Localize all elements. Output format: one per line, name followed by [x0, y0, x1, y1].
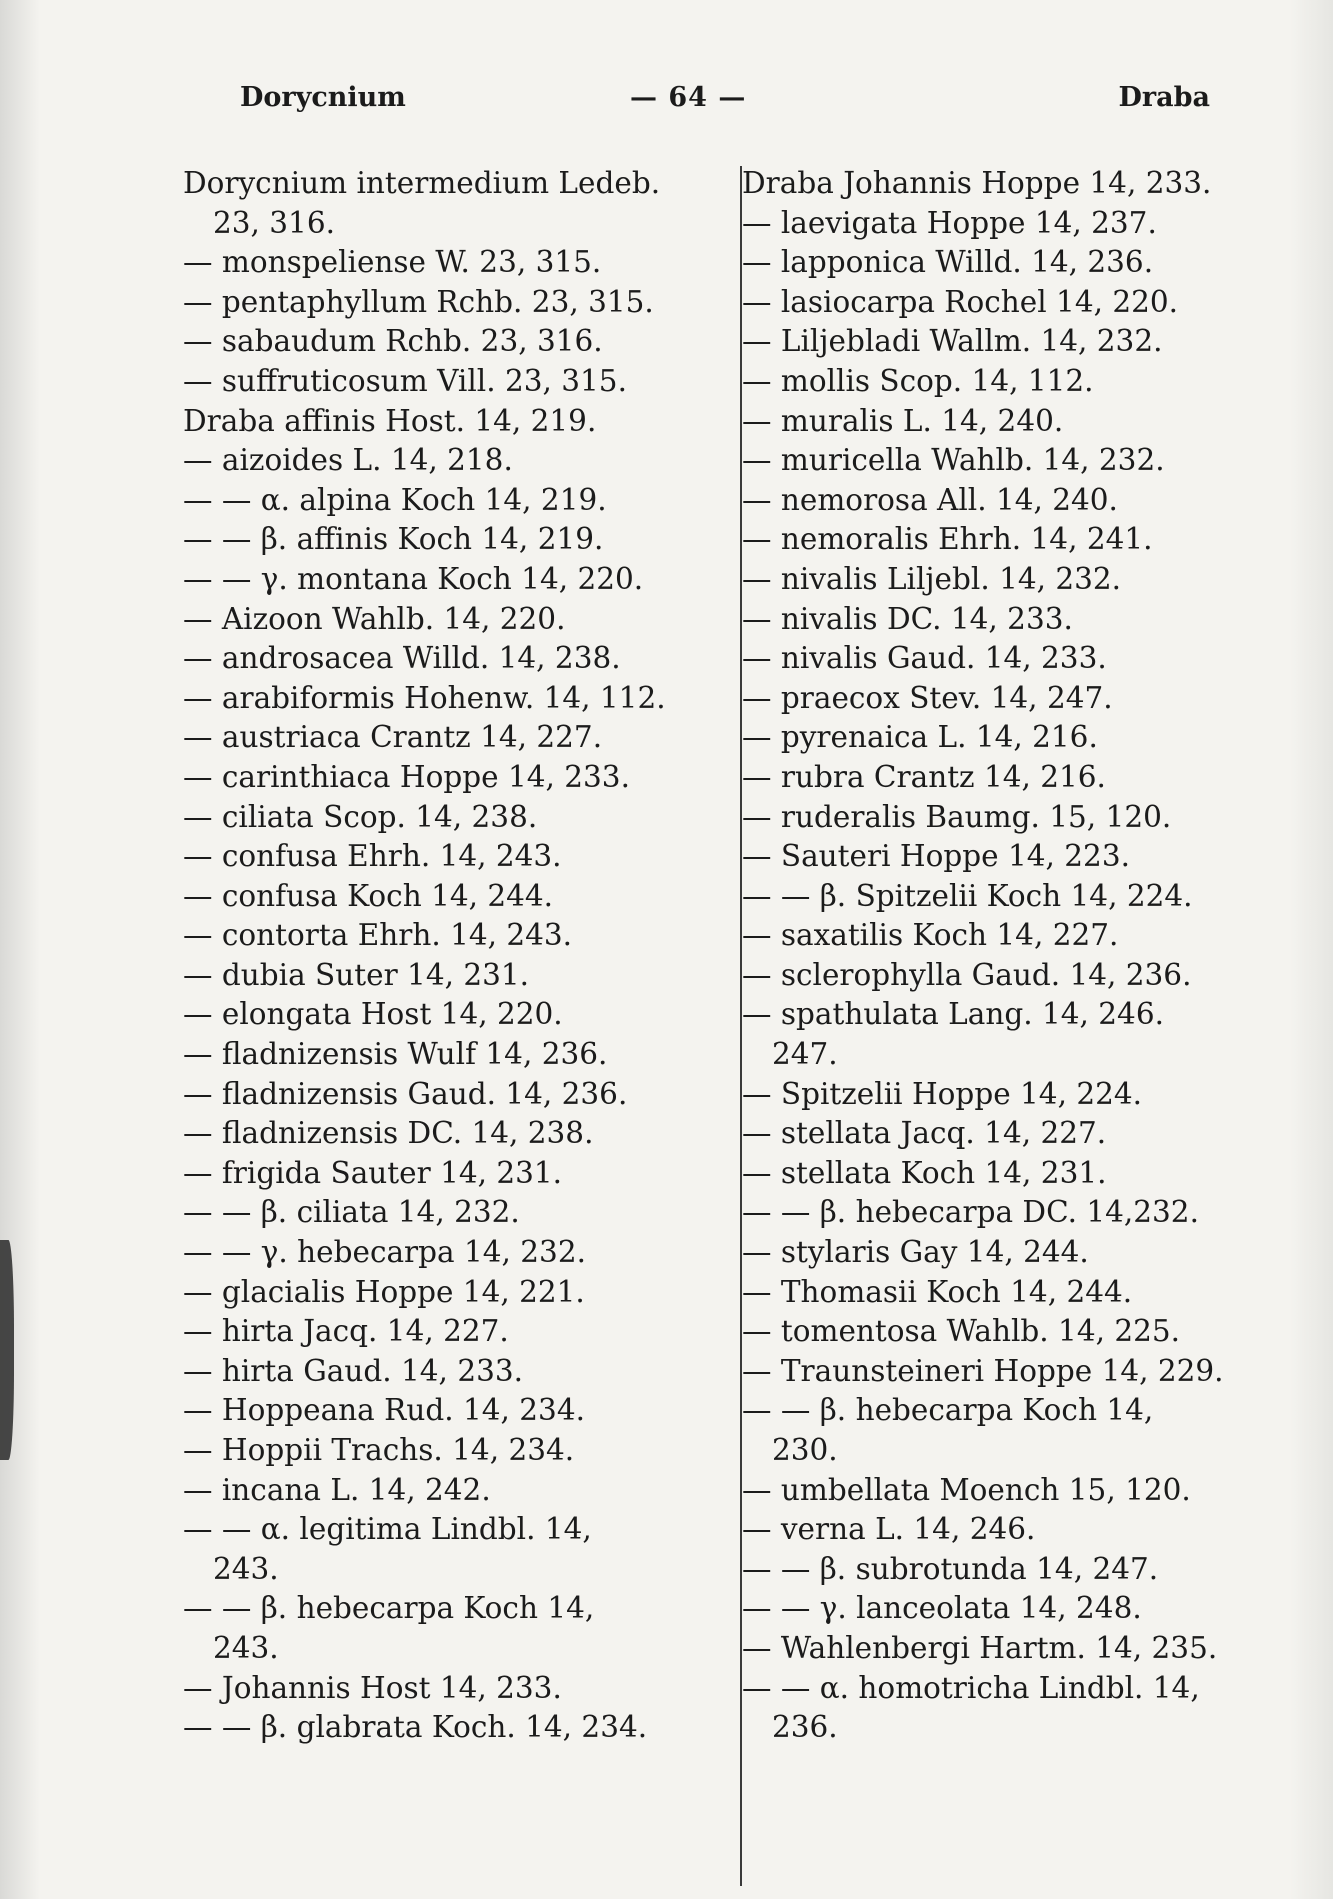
index-entry: — — β. hebecarpa Koch 14,: [742, 1393, 1154, 1428]
index-entry: — carinthiaca Hoppe 14, 233.: [183, 759, 630, 794]
index-entry: — hirta Jacq. 14, 227.: [183, 1314, 509, 1349]
index-entry: — tomentosa Wahlb. 14, 225.: [742, 1314, 1181, 1349]
index-entry: — spathulata Lang. 14, 246.: [742, 997, 1164, 1032]
index-entry: — muricella Wahlb. 14, 232.: [742, 443, 1165, 478]
index-entry: — suffruticosum Vill. 23, 315.: [183, 363, 627, 398]
header-left-word: Dorycnium: [240, 82, 406, 113]
index-entry: 243.: [213, 1630, 279, 1665]
running-header: [240, 82, 1210, 122]
index-entry: — fladnizensis DC. 14, 238.: [183, 1116, 594, 1151]
index-entry: — — α. alpina Koch 14, 219.: [183, 482, 607, 517]
index-entry: — hirta Gaud. 14, 233.: [183, 1353, 523, 1388]
index-entry: — verna L. 14, 246.: [742, 1512, 1036, 1547]
right-index-column: [742, 164, 1287, 1748]
index-entry: — nivalis DC. 14, 233.: [742, 601, 1073, 636]
index-entry: — incana L. 14, 242.: [183, 1472, 491, 1507]
index-entry: Draba affinis Host. 14, 219.: [183, 403, 597, 438]
index-entry: — lasiocarpa Rochel 14, 220.: [742, 284, 1179, 319]
page-number: — 64 —: [630, 82, 747, 113]
index-entry: — fladnizensis Wulf 14, 236.: [183, 1037, 608, 1072]
index-entry: — praecox Stev. 14, 247.: [742, 680, 1113, 715]
index-entry: — aizoides L. 14, 218.: [183, 443, 513, 478]
index-entry: — confusa Ehrh. 14, 243.: [183, 839, 562, 874]
index-entry: — austriaca Crantz 14, 227.: [183, 720, 603, 755]
index-entry: — androsacea Willd. 14, 238.: [183, 641, 621, 676]
index-entry: — Spitzelii Hoppe 14, 224.: [742, 1076, 1143, 1111]
index-entry: — Liljebladi Wallm. 14, 232.: [742, 324, 1163, 359]
index-entry: 243.: [213, 1551, 279, 1586]
index-entry: — glacialis Hoppe 14, 221.: [183, 1274, 585, 1309]
index-entry: — stylaris Gay 14, 244.: [742, 1235, 1089, 1270]
index-entry: — contorta Ehrh. 14, 243.: [183, 918, 573, 953]
index-entry: — elongata Host 14, 220.: [183, 997, 563, 1032]
index-entry: — pyrenaica L. 14, 216.: [742, 720, 1098, 755]
index-entry: — Hoppeana Rud. 14, 234.: [183, 1393, 585, 1428]
index-entry: — — γ. lanceolata 14, 248.: [742, 1591, 1142, 1626]
index-entry: — pentaphyllum Rchb. 23, 315.: [183, 284, 654, 319]
index-entry: — — γ. montana Koch 14, 220.: [183, 561, 644, 596]
index-entry: — Thomasii Koch 14, 244.: [742, 1274, 1133, 1309]
index-entry: — muralis L. 14, 240.: [742, 403, 1064, 438]
index-entry: 230.: [772, 1433, 838, 1467]
index-entry: — — β. Spitzelii Koch 14, 224.: [742, 878, 1193, 913]
left-index-column: [183, 164, 728, 1748]
index-entry: — — β. affinis Koch 14, 219.: [183, 522, 604, 557]
index-entry: — stellata Koch 14, 231.: [742, 1155, 1107, 1190]
index-entry: — Aizoon Wahlb. 14, 220.: [183, 601, 566, 636]
index-entry: — arabiformis Hohenw. 14, 112.: [183, 680, 666, 715]
index-entry: — — α. homotricha Lindbl. 14,: [742, 1670, 1200, 1705]
index-entry: 236.: [772, 1710, 838, 1745]
index-entry: — ruderalis Baumg. 15, 120.: [742, 799, 1172, 834]
index-entry: — — β. subrotunda 14, 247.: [742, 1551, 1159, 1586]
index-entry: — — α. legitima Lindbl. 14,: [183, 1512, 592, 1547]
index-entry: — ciliata Scop. 14, 238.: [183, 799, 538, 834]
header-right-word: Draba: [1118, 82, 1210, 113]
index-entry: — mollis Scop. 14, 112.: [742, 363, 1094, 398]
index-entry: Draba Johannis Hoppe 14, 233.: [742, 166, 1212, 200]
index-entry: — stellata Jacq. 14, 227.: [742, 1116, 1107, 1151]
index-entry: — rubra Crantz 14, 216.: [742, 759, 1106, 794]
scan-edge-shadow: [0, 1240, 14, 1460]
index-entry: — laevigata Hoppe 14, 237.: [742, 205, 1157, 240]
index-entry: — sclerophylla Gaud. 14, 236.: [742, 957, 1192, 992]
index-entry: — nemoralis Ehrh. 14, 241.: [742, 522, 1153, 557]
index-entry: — frigida Sauter 14, 231.: [183, 1155, 563, 1190]
index-entry: — nivalis Liljebl. 14, 232.: [742, 561, 1122, 596]
index-entry: — Johannis Host 14, 233.: [183, 1670, 562, 1705]
index-entry: — monspeliense W. 23, 315.: [183, 245, 602, 280]
index-entry: — Traunsteineri Hoppe 14, 229.: [742, 1353, 1224, 1388]
index-entry: — — β. ciliata 14, 232.: [183, 1195, 520, 1230]
index-entry: — Wahlenbergi Hartm. 14, 235.: [742, 1630, 1218, 1665]
index-entry: — dubia Suter 14, 231.: [183, 957, 530, 992]
index-entry: — Hoppii Trachs. 14, 234.: [183, 1433, 575, 1467]
index-entry: 23, 316.: [213, 205, 335, 240]
index-entry: — — β. hebecarpa DC. 14,232.: [742, 1195, 1199, 1230]
index-entry: 247.: [772, 1037, 838, 1072]
index-entry: — saxatilis Koch 14, 227.: [742, 918, 1119, 953]
index-entry: — lapponica Willd. 14, 236.: [742, 245, 1154, 280]
index-entry: Dorycnium intermedium Ledeb.: [183, 166, 661, 200]
index-entry: — — β. hebecarpa Koch 14,: [183, 1591, 595, 1626]
index-entry: — umbellata Moench 15, 120.: [742, 1472, 1191, 1507]
index-entry: — — β. glabrata Koch. 14, 234.: [183, 1710, 648, 1745]
index-entry: — — γ. hebecarpa 14, 232.: [183, 1235, 586, 1270]
index-entry: — confusa Koch 14, 244.: [183, 878, 554, 913]
index-entry: — Sauteri Hoppe 14, 223.: [742, 839, 1130, 874]
index-entry: — nivalis Gaud. 14, 233.: [742, 641, 1107, 676]
index-entry: — fladnizensis Gaud. 14, 236.: [183, 1076, 628, 1111]
index-entry: — sabaudum Rchb. 23, 316.: [183, 324, 603, 359]
index-entry: — nemorosa All. 14, 240.: [742, 482, 1118, 517]
